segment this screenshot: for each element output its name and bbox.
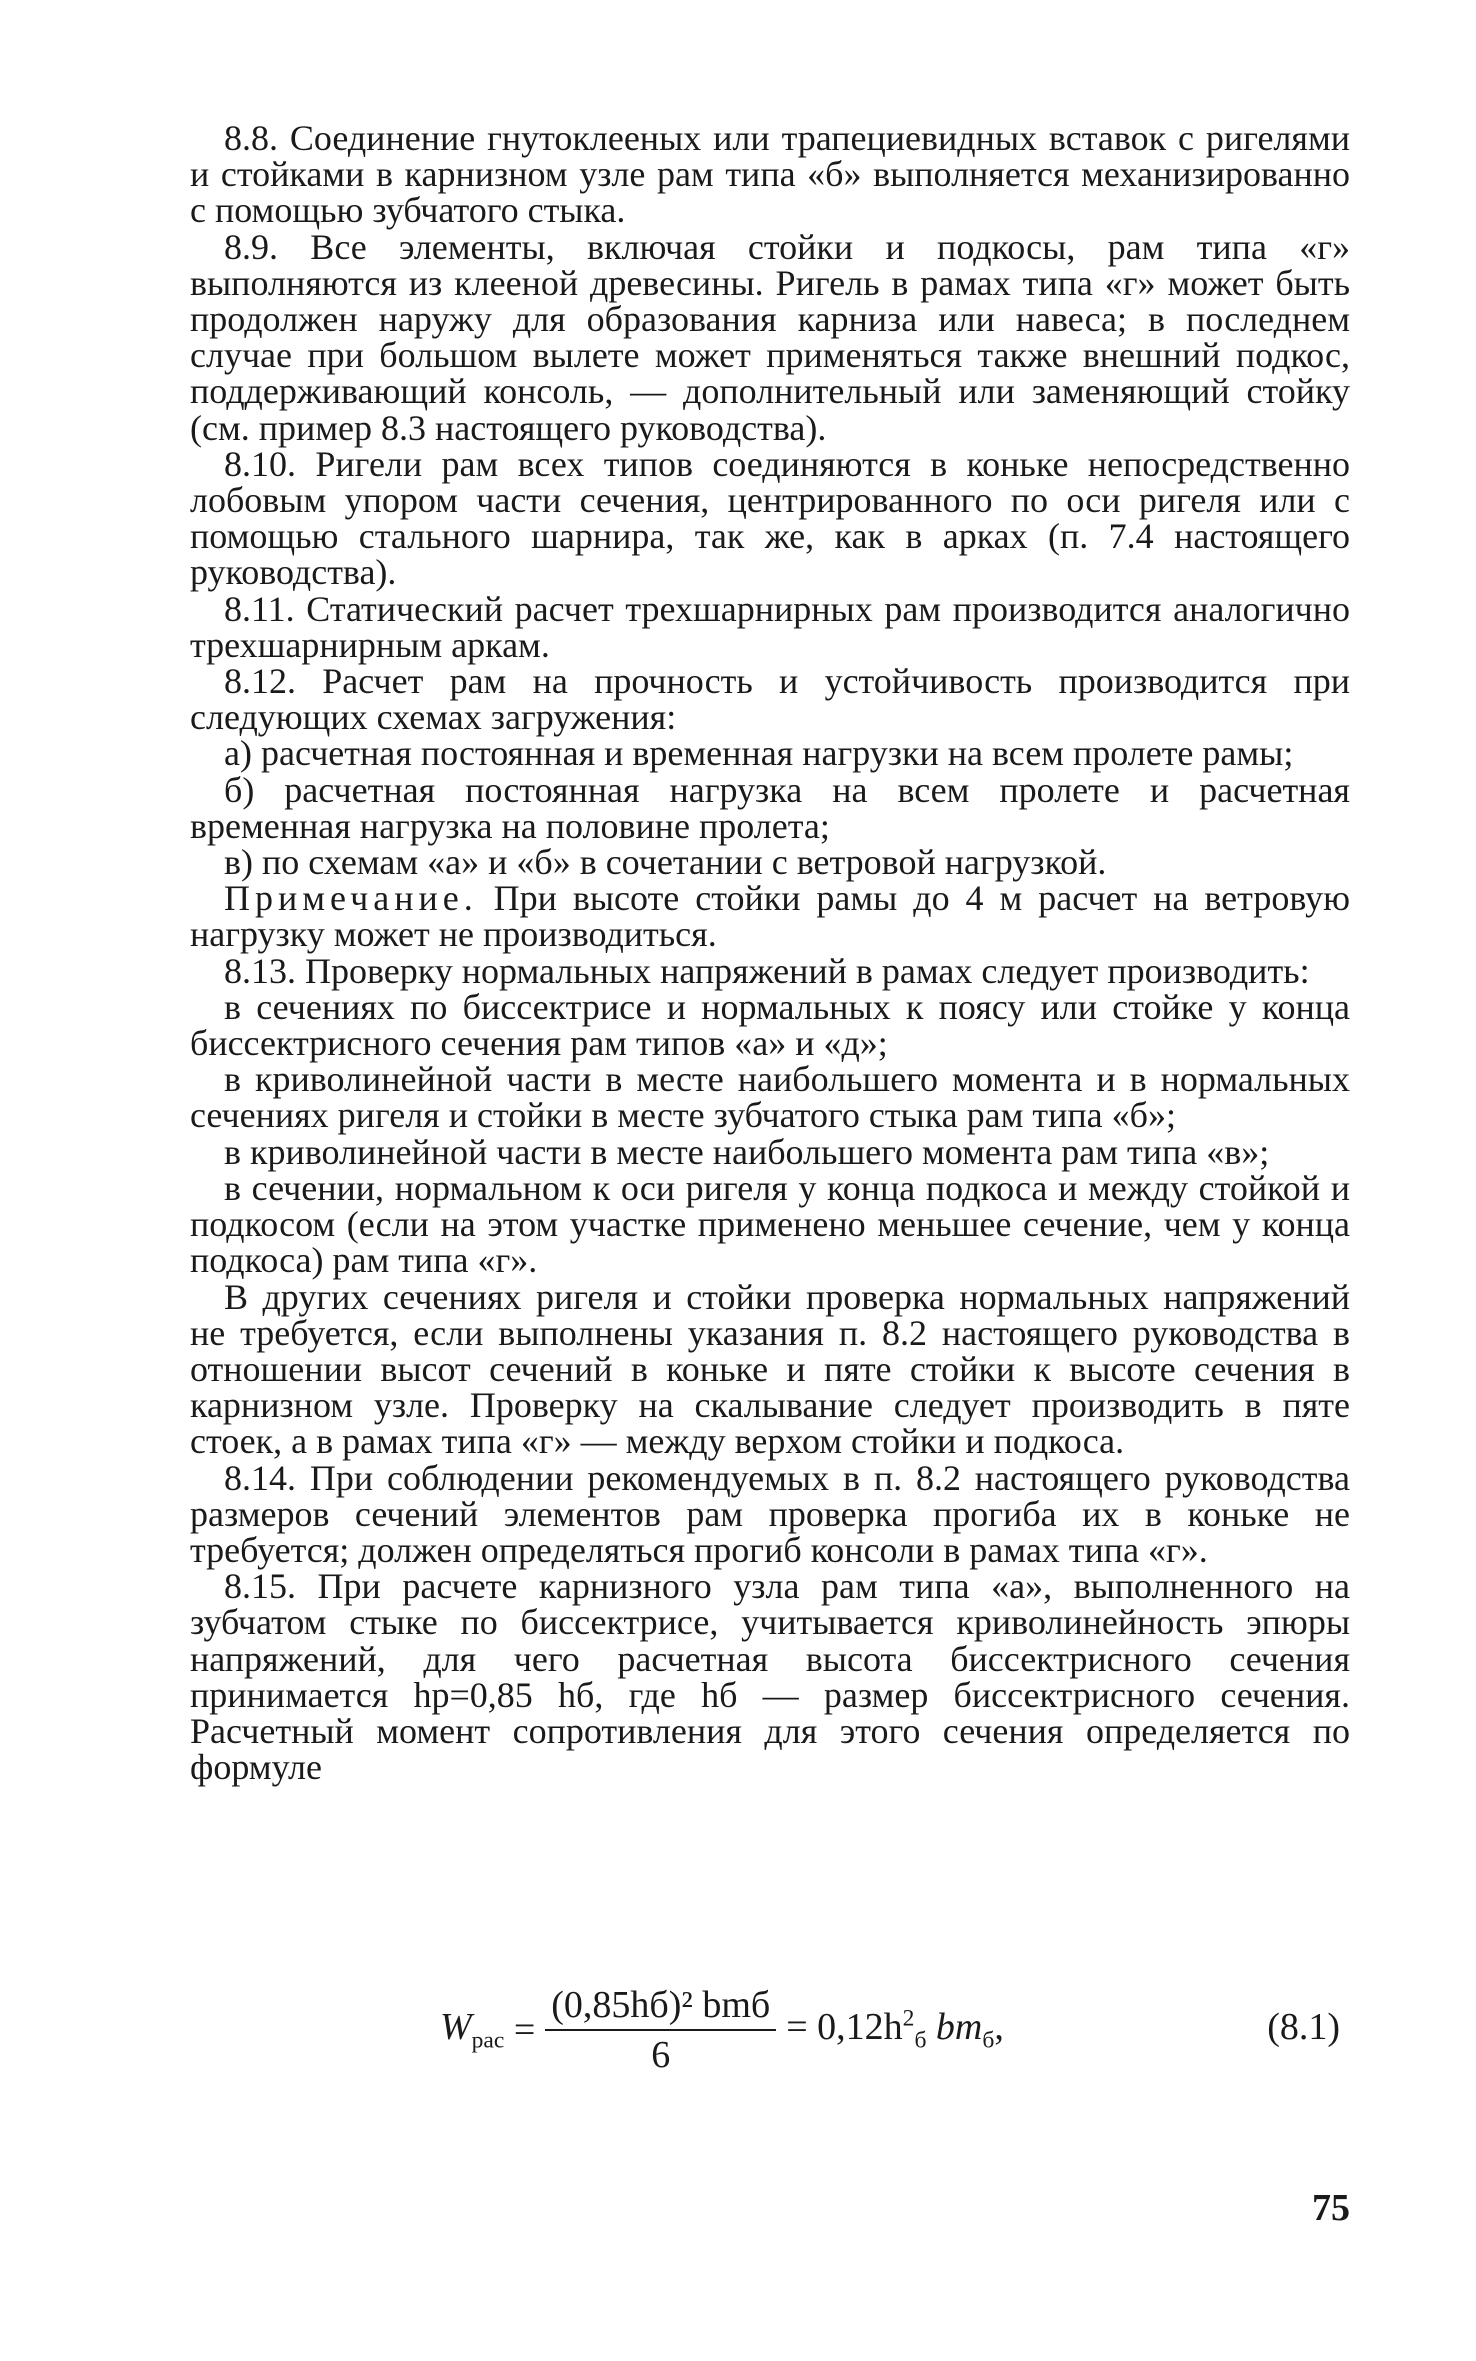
paragraph-8-14: 8.14. При соблюдении рекомендуемых в п. 8.2 настоящего руководства размеров сечений элементов рам проверка прогиба их в коньке не требуется; должен определяться прогиб консоли в рамах типа «г». xyxy=(190,1457,1350,1570)
formula-rhs-sub: б xyxy=(914,2027,927,2054)
formula-rhs-tail-sub: б xyxy=(982,2027,995,2054)
formula-rhs-sup: 2 xyxy=(902,2005,915,2032)
check-item-2: в криволинейной части в месте наибольшего момента и в нормальных сечениях ригеля и стойки в месте зубчатого стыка рам типа «б»; xyxy=(190,1059,1350,1136)
paragraph-8-11: 8.11. Статический расчет трехшарнирных рам производится аналогично трехшарнирным аркам. xyxy=(190,588,1350,665)
formula-8-1 xyxy=(190,1975,1350,2085)
other-sections-paragraph: В других сечениях ригеля и стойки проверка нормальных напряжений не требуется, если выполнены указания п. 8.2 настоящего руководства в отношении высот сечений в коньке и пяте стойки к высоте сечения в карнизном узле. Проверку на скалывание следует производить в пяте стоек, а в рамах типа «г» — между верхом стойки и подкоса. xyxy=(190,1276,1350,1462)
formula-lhs-symbol: W xyxy=(440,2006,472,2049)
formula-denominator: 6 xyxy=(651,2034,671,2076)
formula-rhs-tail: bm xyxy=(935,2006,983,2049)
formula-lhs-sub: рас xyxy=(471,2027,505,2054)
list-item-b: б) расчетная постоянная нагрузка на всем пролете и расчетная временная нагрузка на половине пролета; xyxy=(190,769,1350,846)
formula-fraction xyxy=(545,1983,776,2077)
paragraph-8-12: 8.12. Расчет рам на прочность и устойчивость производится при следующих схемах загружения: xyxy=(190,661,1350,738)
formula-rhs: = 0,12h xyxy=(786,2006,903,2049)
note-text: При высоте стойки рамы до 4 м расчет на ветровую нагрузку может не производиться. xyxy=(190,878,1350,955)
note-paragraph xyxy=(190,878,1350,955)
check-item-4: в сечении, нормальном к оси ригеля у конца подкоса и между стойкой и подкосом (если на этом участке применено меньшее сечение, чем у конца подкоса) рам типа «г». xyxy=(190,1167,1350,1281)
paragraph-8-13: 8.13. Проверку нормальных напряжений в рамах следует производить: xyxy=(224,950,1310,991)
body-text xyxy=(190,118,1350,1788)
note-label: Примечание. xyxy=(224,878,478,919)
formula-number: (8.1) xyxy=(1267,2006,1340,2048)
page-number: 75 xyxy=(1312,2187,1350,2229)
list-item-a: а) расчетная постоянная и временная нагрузки на всем пролете рамы; xyxy=(224,733,1294,774)
paragraph-8-8: 8.8. Соединение гнутоклееных или трапециевидных вставок с ригелями и стойками в карнизном узле рам типа «б» выполняется механизированно с помощью зубчатого стыка. xyxy=(190,118,1350,231)
paragraph-8-9: 8.9. Все элементы, включая стойки и подкосы, рам типа «г» выполняются из клееной древесины. Ригель в рамах типа «г» может быть продолжен наружу для образования карниза или навеса; в последнем случае при большом вылете может применяться также внешний подкос, поддерживающий консоль, — дополнительный или заменяющий стойку (см. пример 8.3 настоящего руководства). xyxy=(190,226,1350,448)
paragraph-8-10: 8.10. Ригели рам всех типов соединяются в коньке непосредственно лобовым упором части сечения, центрированного по оси ригеля или с помощью стального шарнира, так же, как в арках (п. 7.4 настоящего руководства). xyxy=(190,443,1350,593)
formula-expression: $W_{рас}$ = $\frac{\text{(0,85hб)² bmб}}{6}$ = $0,12h^2_б$ $bm_б$, xyxy=(440,1984,1004,2076)
check-item-3: в криволинейной части в месте наибольшего момента рам типа «в»; xyxy=(224,1131,1270,1172)
check-item-1: в сечениях по биссектрисе и нормальных к поясу или стойке у конца биссектрисного сечения рам типов «а» и «д»; xyxy=(190,986,1350,1064)
list-item-v: в) по схемам «а» и «б» в сочетании с ветровой нагрузкой. xyxy=(224,842,1107,883)
paragraph-8-15: 8.15. При расчете карнизного узла рам типа «а», выполненного на зубчатом стыке по биссектрисе, учитывается криволинейность эпюры напряжений, для чего расчетная высота биссектрисного сечения принимается hр=0,85 hб, где hб — размер биссектрисного сечения. Расчетный момент сопротивления для этого сечения определяется по формуле xyxy=(190,1566,1350,1788)
formula-numerator: (0,85hб)² bmб xyxy=(545,1983,776,2031)
